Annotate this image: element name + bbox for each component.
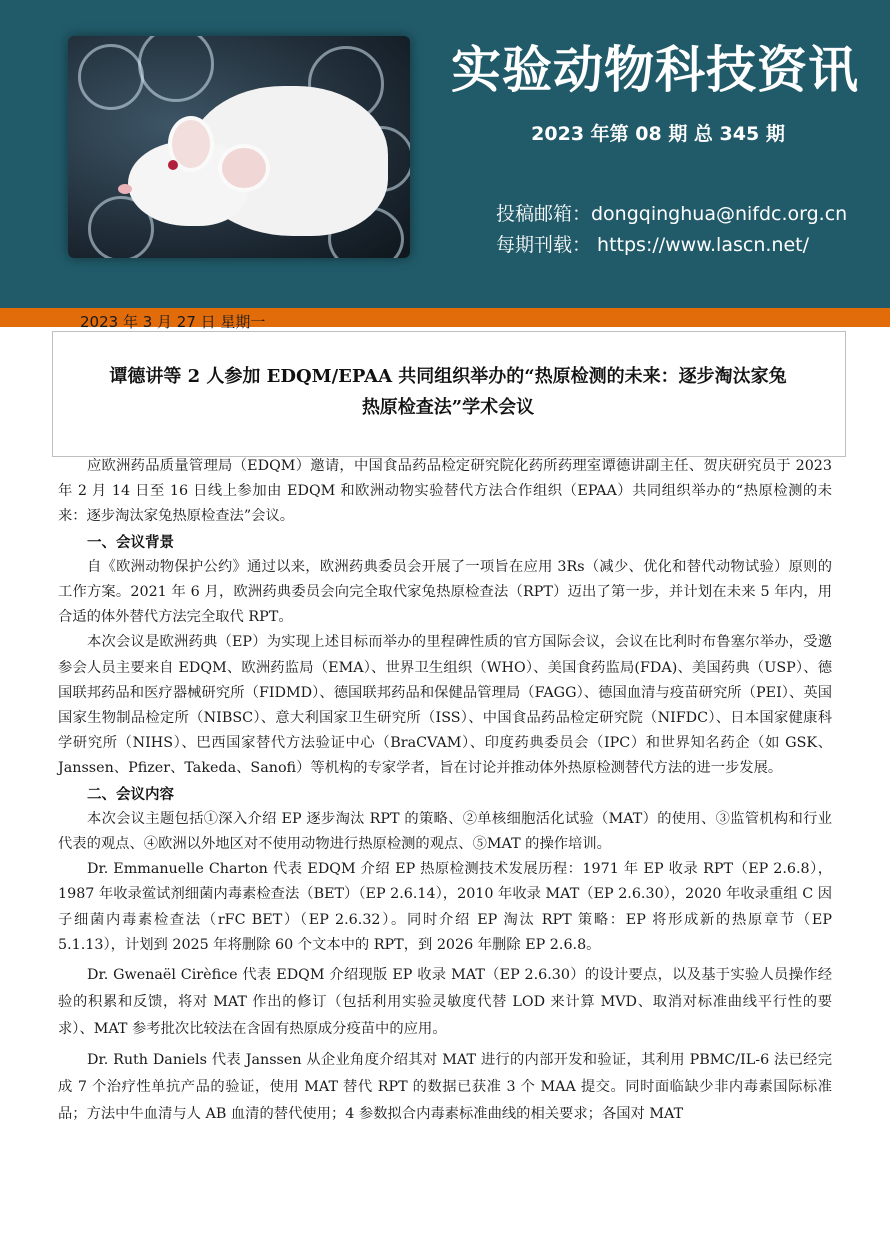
header-banner bbox=[0, 0, 890, 308]
intro-paragraph: 应欧洲药品质量管理局（EDQM）邀请，中国食品药品检定研究院化药所药理室谭德讲副主任、贺庆研究员于 2023 年 2 月 14 日至 16 日线上参加由 EDQM 和欧洲动物实验替代方法合作组织（EPAA）共同组织举办的“热原检测的未来：逐步淘汰家兔热原检查法”会议。 bbox=[58, 458, 832, 525]
submission-email: 投稿邮箱：dongqinghua@nifdc.org.cn bbox=[496, 203, 848, 225]
section-heading-background: 一、会议背景 bbox=[87, 533, 174, 551]
lab-mouse-photo bbox=[68, 36, 410, 258]
background-paragraph-1: 自《欧洲动物保护公约》通过以来，欧洲药典委员会开展了一项旨在应用 3Rs（减少、优化和替代动物试验）原则的工作方案。2021 年 6 月，欧洲药典委员会向完全取代家兔热原检查法（RPT）迈出了第一步，并计划在未来 5 年内，用合适的体外替代方法完全取代 RPT。 bbox=[58, 558, 832, 626]
article-body bbox=[0, 454, 890, 1128]
section-heading-content: 二、会议内容 bbox=[87, 785, 174, 803]
newsletter-title: 实验动物科技资讯 bbox=[451, 41, 859, 99]
publish-date: 2023 年 3 月 27 日 星期一 bbox=[80, 313, 266, 331]
content-paragraph-cirefice: Dr. Gwenaël Cirèfice 代表 EDQM 介绍现版 EP 收录 MAT（EP 2.6.30）的设计要点，以及基于实验人员操作经验的积累和反馈，将对 MAT 作出的修订（包括利用实验灵敏度代替 LOD 来计算 MVD、取消对标准曲线平行性的要求）、MAT 参考批次比较法在含固有热原成分疫苗中的应用。 bbox=[58, 967, 832, 1038]
website-line: 每期刊载： https://www.lascn.net/ bbox=[496, 234, 809, 256]
content-paragraph-charton: Dr. Emmanuelle Charton 代表 EDQM 介绍 EP 热原检测技术发展历程：1971 年 EP 收录 RPT（EP 2.6.8），1987 年收录鲎试剂细菌内毒素检查法（BET）（EP 2.6.14），2010 年收录 MAT（EP 2.6.30），2020 年收录重组 C 因子细菌内毒素检查法（rFC BET）（EP 2.6.32）。同时介绍 EP 淘汰 RPT 策略：EP 将形成新的热原章节（EP 5.1.13），计划到 2025 年将删除 60 个文本中的 RPT，到 2026 年删除 EP 2.6.8。 bbox=[58, 861, 832, 953]
article-title bbox=[52, 361, 844, 423]
content-paragraph-1: 本次会议主题包括①深入介绍 EP 逐步淘汰 RPT 的策略、②单核细胞活化试验（MAT）的使用、③监管机构和行业代表的观点、④欧洲以外地区对不使用动物进行热原检测的观点、⑤MAT 的操作培训。 bbox=[58, 810, 832, 853]
background-paragraph-2: 本次会议是欧洲药典（EP）为实现上述目标而举办的里程碑性质的官方国际会议，会议在比利时布鲁塞尔举办，受邀参会人员主要来自 EDQM、欧洲药监局（EMA）、世界卫生组织（WHO）、美国食药监局(FDA)、美国药典（USP）、德国联邦药品和医疗器械研究所（FIDMD）、德国联邦药品和保健品管理局（FAGG）、德国血清与疫苗研究所（PEI）、英国国家生物制品检定所（NIBSC）、意大利国家卫生研究所（ISS）、中国食品药品检定研究院（NIFDC）、日本国家健康科学研究所（NIHS）、巴西国家替代方法验证中心（BraCVAM）、印度药典委员会（IPC）和世界知名药企（如 GSK、Janssen、Pfizer、Takeda、Sanofi）等机构的专家学者，旨在讨论并推动体外热原检测替代方法的进一步发展。 bbox=[58, 634, 832, 777]
issue-number: 2023 年第 08 期 总 345 期 bbox=[531, 123, 785, 145]
article-title-line2: 热原检查法”学术会议 bbox=[361, 397, 535, 418]
content-paragraph-daniels: Dr. Ruth Daniels 代表 Janssen 从企业角度介绍其对 MAT 进行的内部开发和验证，其利用 PBMC/IL-6 法已经完成 7 个治疗性单抗产品的验证，使用 MAT 替代 RPT 的数据已获准 3 个 MAA 提交。同时面临缺少非内毒素国际标准品；方法中牛血清与人 AB 血清的替代使用；4 参数拟合内毒素标准曲线的相关要求；各国对 MAT bbox=[58, 1052, 832, 1123]
article-title-line1: 谭德讲等 2 人参加 EDQM/EPAA 共同组织举办的“热原检测的未来：逐步淘汰家兔 bbox=[109, 366, 787, 387]
